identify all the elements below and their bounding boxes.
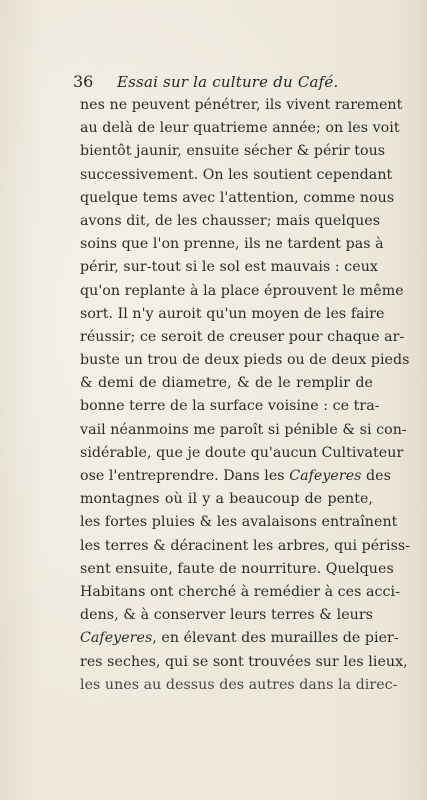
text-line: périr, sur-tout si le sol est mauvais : ceux [80,259,378,276]
running-title: Essai sur la culture du Café. [117,73,339,91]
text-line: bonne terre de la surface voisine : ce tra- [80,398,380,415]
text-line: & demi de diametre, & de le remplir de [80,375,373,392]
text-line: vail néanmoins me paroît si pénible & si con- [80,421,407,438]
page-number: 36 [73,72,94,91]
page-header [73,72,373,92]
text-line: quelque tems avec l'attention, comme nous [80,189,395,206]
text-line: réussir; ce seroit de creuser pour chaque ar- [80,328,405,345]
text-line: sidérable, que je doute qu'aucun Cultivateur [80,444,404,461]
text-line: montagnes où il y a beaucoup de pente, [80,491,373,508]
text-line: qu'on replante à la place éprouvent le même [80,282,404,299]
text-line: ose l'entreprendre. Dans les Cafeyeres des [80,468,391,484]
text-line: Habitans ont cherché à remédier à ces acci- [80,583,400,600]
text-line: les terres & déracinent les arbres, qui périss- [80,537,411,554]
italic-word: Cafeyeres [289,468,362,484]
text-line: Cafeyeres, en élevant des murailles de pier- [80,630,399,647]
italic-word: Cafeyeres [80,630,153,647]
text-line: nes ne peuvent pénétrer, ils vivent rarement [80,97,403,113]
text-line: dens, & à conserver leurs terres & leurs [80,607,373,624]
text-line: les fortes pluies & les avalaisons entraînent [80,514,398,531]
text-line: sort. Il n'y auroit qu'un moyen de les faire [80,305,385,322]
text-line: res seches, qui se sont trouvées sur les lieux, [80,653,408,670]
text-line: successivement. On les soutient cependant [80,166,393,183]
text-line: avons dit, de les chausser; mais quelques [80,212,381,229]
text-line: buste un trou de deux pieds ou de deux pieds [80,352,410,369]
text-line: bientôt jaunir, ensuite sécher & périr tous [80,143,386,160]
body-text [80,94,411,697]
text-line: sent ensuite, faute de nourriture. Quelques [80,560,394,577]
text-line: les unes au dessus des autres dans la direc- [80,676,398,693]
text-line: au delà de leur quatrieme année; on les voit [80,120,400,137]
text-line: soins que l'on prenne, ils ne tardent pas à [80,236,384,253]
